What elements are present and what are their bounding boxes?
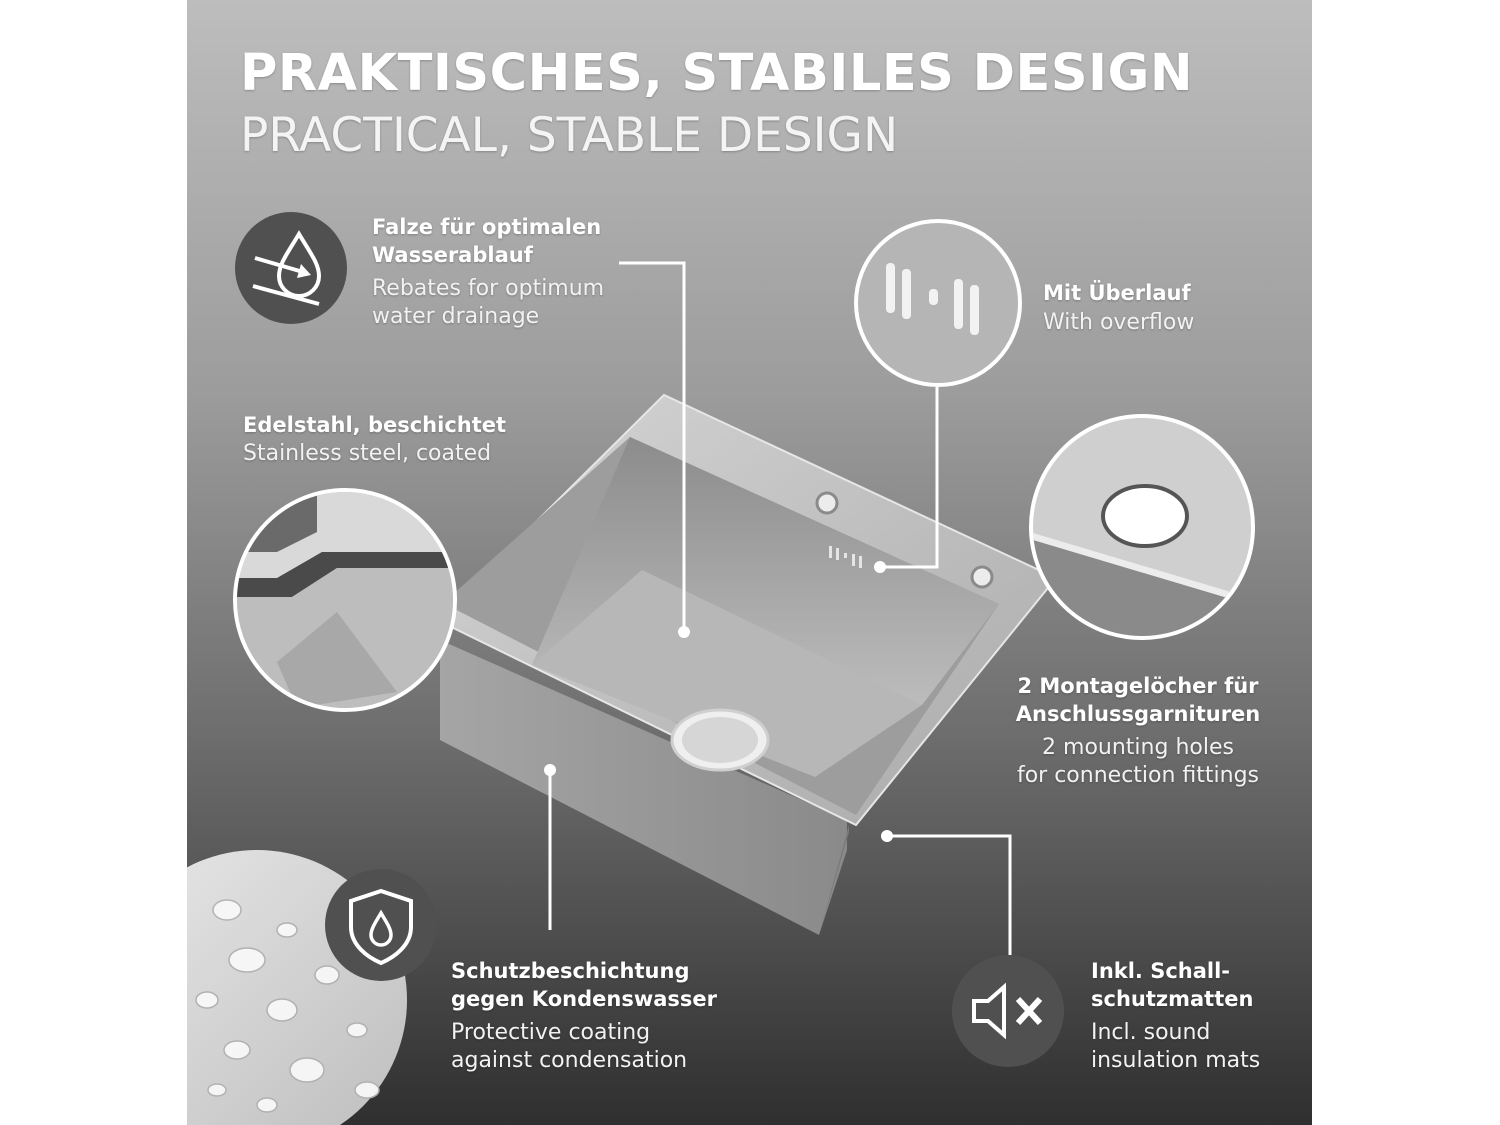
shield-drop-icon bbox=[325, 869, 437, 981]
steel-de: Edelstahl, beschichtet bbox=[243, 413, 507, 437]
tap-hole bbox=[972, 567, 992, 587]
sound-de-1: Inkl. Schall- bbox=[1091, 959, 1231, 983]
rebates-de-2: Wasserablauf bbox=[372, 243, 533, 267]
coating-de-2: gegen Kondenswasser bbox=[451, 987, 717, 1011]
rebates-en-1: Rebates for optimum bbox=[372, 276, 605, 301]
title-german: PRAKTISCHES, STABILES DESIGN bbox=[240, 44, 1194, 103]
water-drop-slope-icon bbox=[235, 212, 347, 324]
overflow-closeup bbox=[854, 219, 1022, 387]
title-english: PRACTICAL, STABLE DESIGN bbox=[240, 108, 899, 163]
tap-hole bbox=[817, 493, 837, 513]
steel-en: Stainless steel, coated bbox=[243, 441, 492, 466]
mounting-de-2: Anschlussgarnituren bbox=[1015, 702, 1261, 726]
sound-en-2: insulation mats bbox=[1091, 1048, 1261, 1073]
mounting-de-1: 2 Montagelöcher für bbox=[1017, 674, 1259, 698]
rebates-de-1: Falze für optimalen bbox=[372, 215, 602, 239]
sound-de-2: schutzmatten bbox=[1091, 987, 1254, 1011]
rebates-en-2: water drainage bbox=[372, 304, 540, 329]
steel-edge-closeup bbox=[233, 488, 457, 712]
mounting-en-2: for connection fittings bbox=[1016, 763, 1260, 788]
coating-en-2: against condensation bbox=[451, 1048, 688, 1073]
coating-de-1: Schutzbeschichtung bbox=[451, 959, 690, 983]
overflow-en: With overflow bbox=[1043, 310, 1195, 335]
speaker-mute-icon bbox=[952, 955, 1064, 1067]
mounting-hole-closeup bbox=[1029, 414, 1255, 640]
overflow-de: Mit Überlauf bbox=[1043, 281, 1191, 305]
mounting-en-1: 2 mounting holes bbox=[1042, 735, 1234, 760]
feature-infographic bbox=[187, 0, 1312, 1125]
coating-en-1: Protective coating bbox=[451, 1020, 651, 1045]
sound-en-1: Incl. sound bbox=[1091, 1020, 1211, 1045]
